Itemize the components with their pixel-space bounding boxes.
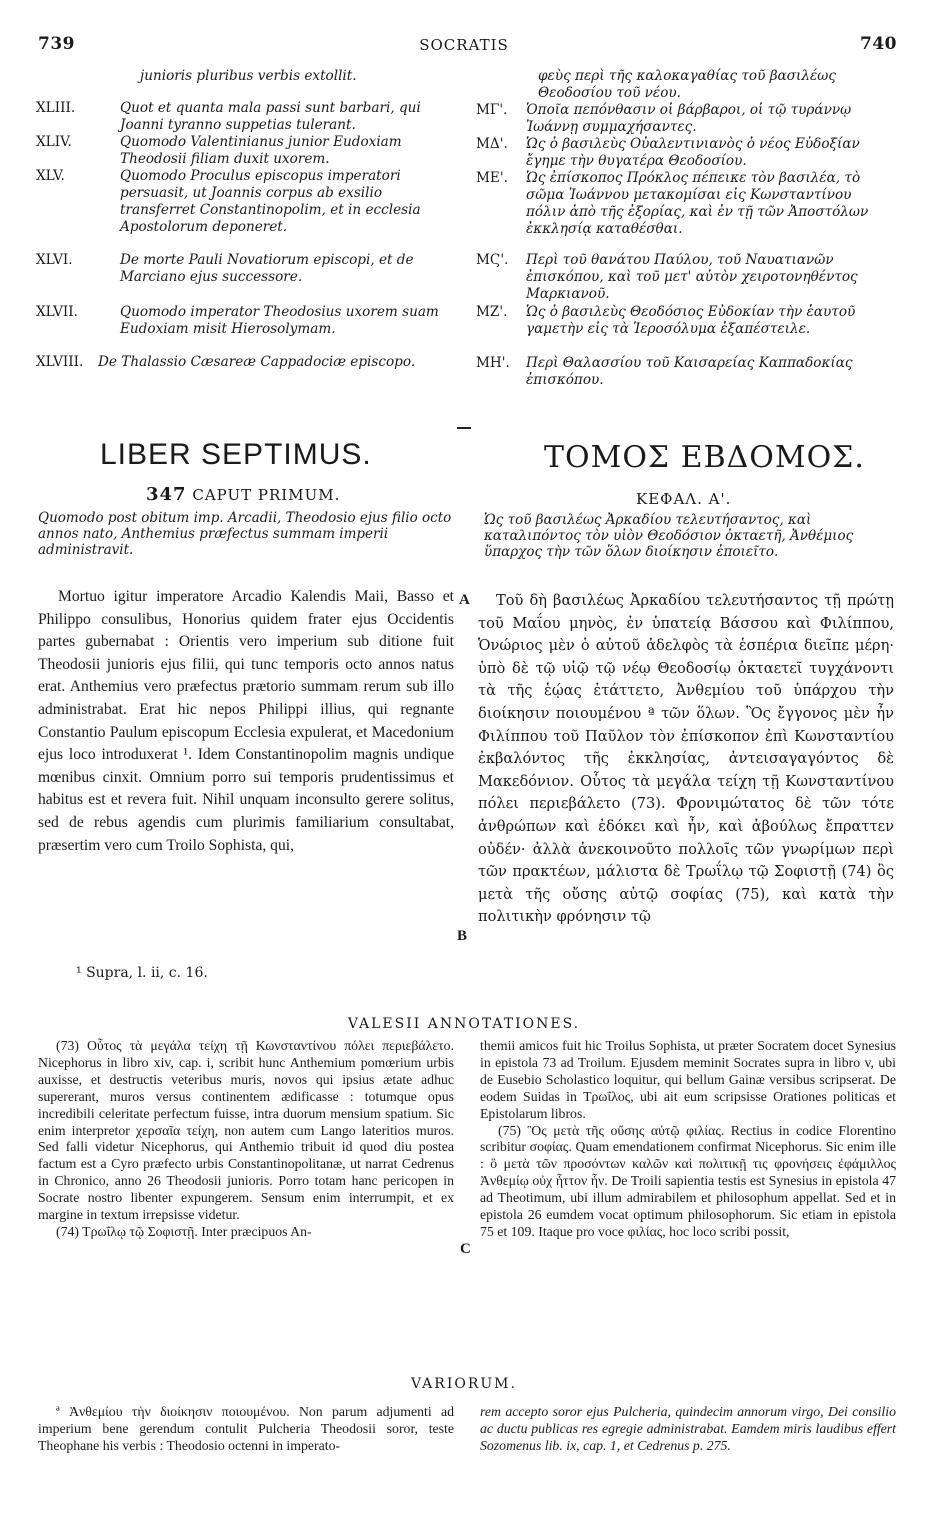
marginal-letter-a: A [459, 592, 470, 608]
toc-latin-item [36, 354, 456, 371]
variorum-heading: VARIORUM. [411, 1376, 517, 1392]
toc-greek-text: Ὡς ὁ βασιλεὺς Οὐαλεντινιανὸς ὁ νέος Εὐδοξίαν ἔγημε τὴν θυγατέρα Θεοδοσίου. [526, 136, 860, 169]
toc-latin-num: XLV. [36, 168, 65, 184]
book-title-greek: ΤΟΜΟΣ ΕΒΔΟΜΟΣ. [544, 440, 865, 475]
annotations-heading: VALESII ANNOTATIONES. [347, 1016, 581, 1032]
variorum-left: ª Ἀνθεμίου τὴν διοίκησιν ποιουμένου. Non parum adjumenti ad imperium bene gerendum contulit Pulcheria Theodosii soror, teste Theophane his verbis : Theodosio octenni in imperato- [38, 1404, 454, 1453]
body-greek: Τοῦ δὴ βασιλέως Ἀρκαδίου τελευτήσαντος τῇ πρώτῃ τοῦ Μαΐου μηνὸς, ἐν ὑπατείᾳ Βάσσου καὶ Φιλίππου, Ὁνώριος μὲν ὁ αὐτοῦ ἀδελφὸς τὰ ἑσπέρια διεῖπε μέρη· ὑπὸ δὲ τῷ υἱῷ τῷ νέῳ Θεοδοσίῳ ὀκταετεῖ τυγχάνοντι τὰ τῆς ἑῴας ἐτάττετο, Ἀνθεμίου τοῦ ὑπάρχου τὴν διοίκησιν ποιουμένου ª τῶν ὅλων. Ὃς ἔγγονος μὲν ἦν Φιλίππου τοῦ Παῦλον τὸν ἐπίσκοπον ἐπὶ Κωνσταντίου ἐκβαλόντος τῆς ἐκκλησίας, ἀντεισαγαγόντος δὲ Μακεδόνιον. Οὗτος τὰ μεγάλα τείχη τῇ Κωνσταντίνου πόλει περιεβάλετο (73). Φρονιμώτατος δὲ τῶν τότε ἀνθρώπων καὶ ἐδόκει καὶ ἦν, καὶ ἀβούλως ἔπραττεν οὐδέν· ἀλλὰ ἀνεκοινοῦτο πολλοῖς τῶν γνωρίμων περὶ τῶν πρακτέων, μάλιστα δὲ Τρωΐλῳ τῷ Σοφιστῇ (74) ὃς μετὰ τῆς οὔσης αὐτῷ σοφίας (75), καὶ κατὰ τὴν πολιτικὴν φρόνησιν τῷ [478, 592, 894, 926]
toc-latin-text: De Thalassio Cæsareæ Cappadociæ episcopo. [98, 354, 416, 370]
toc-latin-item [36, 134, 456, 168]
toc-greek-num: ΜϚ'. [476, 252, 509, 268]
toc-latin-num: XLVI. [36, 252, 73, 268]
toc-latin-num: XLVII. [36, 304, 78, 320]
toc-latin-text: Quomodo Valentinianus junior Eudoxiam Theodosii filiam duxit uxorem. [120, 134, 402, 167]
book-title-latin: LIBER SEPTIMUS. [100, 438, 372, 471]
annotation-75: (75) Ὃς μετὰ τῆς οὔσης αὐτῷ φιλίας. Rectius in codice Florentino scribitur σοφίας. Quam emendationem confirmat Nicephorus. Sic enim ille : ὃ μετὰ τῶν προσόντων καλῶν καὶ πολιτικῇ τις φρονήσεις ἐφάμιλλος Ἀνθεμίῳ οὐχ ἧττον ἦν. De Troili sapientia testis est Synesius in epistola 47 ad Theotimum, ubi illum admirabilem et philosophum appellat. Sed et in epistola 26 eumdem vocat optimum philosophorum. Sic etiam in epistola 75 et 109. Itaque pro voce φιλίας, hoc loco scribi possit, [480, 1122, 896, 1239]
toc-latin-text: De morte Pauli Novatiorum episcopi, et de Marciano ejus successore. [120, 252, 414, 285]
toc-greek-num: ΜΖ'. [476, 304, 508, 320]
toc-greek-num: ΜΔ'. [476, 136, 508, 152]
summary-greek: Ὡς τοῦ βασιλέως Ἀρκαδίου τελευτήσαντος, καὶ καταλιπόντος τὸν υἱὸν Θεοδόσιον ὀκταετῆ, Ἀνθέμιος ὕπαρχος τὴν τῶν ὅλων διοίκησιν ἐποιεῖτο. [484, 512, 854, 560]
summary-latin: Quomodo post obitum imp. Arcadii, Theodosio ejus filio octo annos nato, Anthemius præfectus summam imperii administravit. [38, 510, 452, 558]
running-title: SOCRATIS [419, 36, 509, 54]
toc-latin-text: Quot et quanta mala passi sunt barbari, qui Joanni tyranno suppetias tulerant. [120, 100, 421, 133]
toc-greek-item [476, 136, 896, 170]
toc-greek-num: ΜΓ'. [476, 102, 508, 118]
annotation-74-continued: themii amicos fuit hic Troilus Sophista, ut præter Socratem docet Synesius in epistola 73 ad Troilum. Ejusdem meminit Socrates supra in libro v, ubi de Eusebio Scholastico loquitur, qui bellum Gainæ versibus scripserat. De eodem Suidas in Τρωΐλος, ubi ait eum scripsisse Orationes politicas et Epistolarum libros. [480, 1038, 896, 1121]
toc-latin-num: XLIV. [36, 134, 72, 150]
toc-greek-text: φεὺς περὶ τῆς καλοκαγαθίας τοῦ βασιλέως Θεοδοσίου τοῦ νέου. [538, 68, 836, 101]
toc-latin-text: junioris pluribus verbis extollit. [140, 68, 357, 84]
toc-greek-item [476, 252, 896, 303]
annotations-left-column [38, 1038, 454, 1241]
toc-latin-text: Quomodo imperator Theodosius uxorem suam Eudoxiam misit Hierosolymam. [120, 304, 439, 337]
annotations-right-column [480, 1038, 896, 1241]
center-dash [457, 427, 471, 429]
toc-greek-num: ΜΗ'. [476, 355, 510, 371]
toc-greek-text: Περὶ Θαλασσίου τοῦ Καισαρείας Καππαδοκίας ἐπισκόπου. [526, 355, 853, 388]
column-number: 347 [146, 484, 187, 505]
toc-latin-item [36, 252, 456, 286]
toc-latin-item [36, 168, 456, 236]
caput-greek: ΚΕΦΑΛ. Α'. [636, 490, 732, 508]
page-number-left: 739 [38, 34, 75, 54]
toc-greek-text: Ὡς ἐπίσκοπος Πρόκλος πέπεικε τὸν βασιλέα, τὸ σῶμα Ἰωάννου μετακομίσαι εἰς Κωνσταντίνου πόλιν ἀπὸ τῆς ἐξορίας, καὶ ἐν τῇ τῶν Ἀποστόλων ἐκκλησίᾳ καταθέσθαι. [526, 170, 869, 237]
toc-greek-text: Ὁποῖα πεπόνθασιν οἱ βάρβαροι, οἱ τῷ τυράννῳ Ἰωάννῃ συμμαχήσαντες. [526, 102, 852, 135]
toc-greek-item [476, 170, 896, 238]
toc-latin-num: XLIII. [36, 100, 76, 116]
caput-latin [146, 484, 340, 505]
variorum-right: rem accepto soror ejus Pulcheria, quindecim annorum virgo, Dei consilio ac ductu publicas res egregie administrabat. Eamdem miris laudibus effert Sozomenus lib. ix, cap. 1, et Cedrenus p. 275. [480, 1404, 896, 1453]
toc-greek-item [476, 102, 896, 136]
toc-latin-text: Quomodo Proculus episcopus imperatori persuasit, ut Joannis corpus ab exsilio transferret Constantinopolim, et in ecclesia Apostolorum deponeret. [120, 168, 421, 235]
marginal-letter-c: C [460, 1241, 471, 1257]
toc-latin-item [36, 304, 456, 338]
footnote: ¹ Supra, l. ii, c. 16. [76, 965, 208, 981]
toc-greek-num: ΜΕ'. [476, 170, 508, 186]
toc-greek-item [476, 304, 896, 338]
page-number-right: 740 [860, 34, 897, 54]
toc-greek-text: Περὶ τοῦ θανάτου Παύλου, τοῦ Ναυατιανῶν ἐπισκόπου, καὶ τοῦ μετ' αὐτὸν χειροτονηθέντος Μαρκιανοῦ. [526, 252, 858, 302]
caput-latin-label: CAPUT PRIMUM. [192, 486, 341, 504]
toc-latin-item [36, 100, 456, 134]
toc-latin-item [36, 68, 456, 85]
annotation-74: (74) Τρωΐλῳ τῷ Σοφιστῇ. Inter præcipuos An- [56, 1223, 312, 1239]
marginal-letter-b: B [457, 928, 468, 944]
annotation-73: (73) Οὗτος τὰ μεγάλα τείχη τῇ Κωνσταντίνου πόλει περιεβάλετο. Nicephorus in libro xiv, cap. i, scribit hunc Anthemium pomœrium urbis auxisse, et destructis veteribus muris, novos qui ipsius ætate adhuc supererant, muros versus continentem ædificasse : totumque opus incredibili celeritate perfectum fuisse, intra duorum mensium spatium. Sic enim interpretor χερσαῖα τείχη, non autem cum Lango lateritios muros. Sed falli videtur Nicephorus, qui Anthemio tribuit id quod diu postea factum est a Cyro præfecto urbis Constantinopolitanæ, ut narrat Cedrenus in Chronico, anno 26 Theodosii junioris. Porro totam hanc pericopen in Socrate nostro libenter expungerem. Sensum enim interrumpit, et ex margine in textum irrepsisse videtur. [38, 1038, 454, 1223]
toc-greek-text: Ὡς ὁ βασιλεὺς Θεοδόσιος Εὐδοκίαν τὴν ἑαυτοῦ γαμετὴν εἰς τὰ Ἱεροσόλυμα ἐξαπέστειλε. [526, 304, 856, 337]
body-latin: Mortuo igitur imperatore Arcadio Kalendis Maii, Basso et Philippo consulibus, Honorius quidem frater ejus Occidentis partes gubernabat : Orientis vero imperium sub ditione fuit Theodosii junioris ejus filii, qui tunc temporis octo annos natus erat. Anthemius vero præfectus prætorio summam rerum sub illo administrabat. Erat hic nepos Philippi illius, qui regnante Constantio Paulum episcopum Ecclesia expulerat, et Macedonium ejus loco introduxerat ¹. Idem Constantinopolim magnis undique mœnibus cinxit. Omnium porro sui temporis prudentissimus et habitus est et revera fuit. Nihil unquam inconsulto gerere solitus, sed de rebus agendis cum plurimis familiarium consultabat, præsertim vero cum Troilo Sophista, qui, [38, 588, 454, 854]
toc-latin-num: XLVIII. [36, 354, 84, 370]
toc-greek-item [476, 355, 896, 389]
toc-greek-item [476, 68, 896, 102]
